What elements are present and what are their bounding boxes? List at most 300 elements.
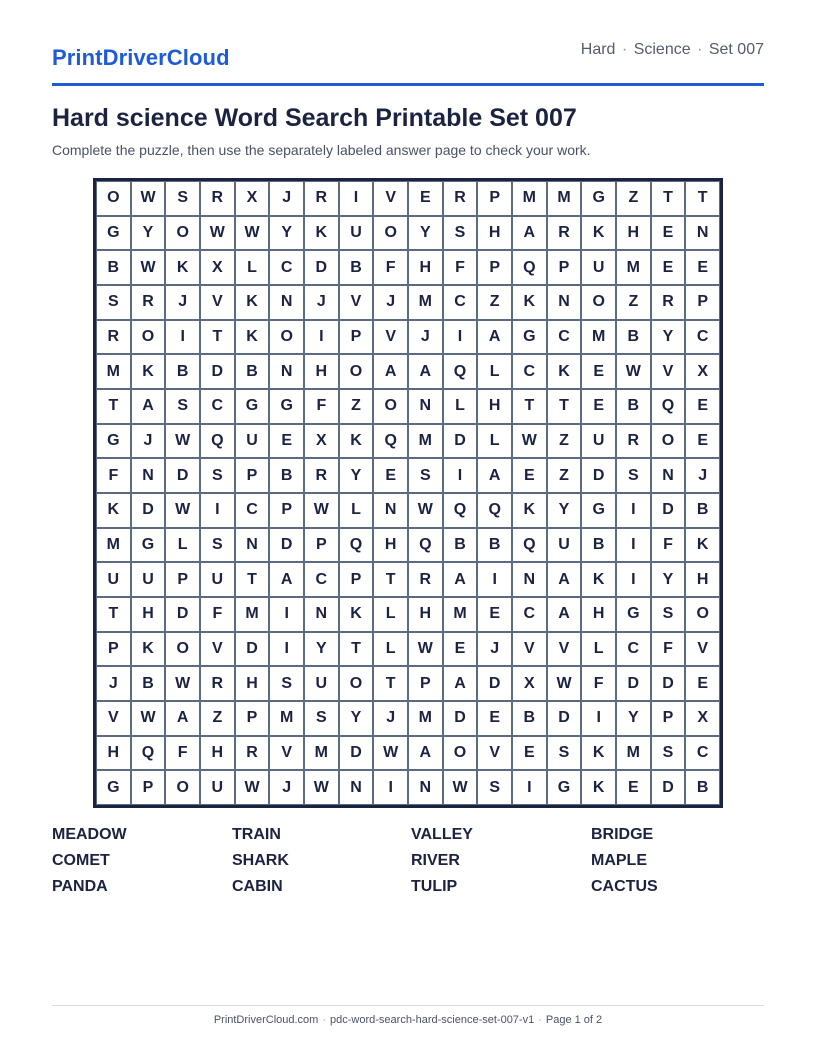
grid-cell: Q	[512, 528, 547, 563]
grid-cell: M	[408, 285, 443, 320]
grid-cell: N	[373, 493, 408, 528]
word-list-item: CABIN	[232, 878, 283, 895]
grid-cell: K	[339, 597, 374, 632]
grid-cell: P	[339, 320, 374, 355]
grid-cell: I	[304, 320, 339, 355]
grid-cell: F	[304, 389, 339, 424]
footer-divider	[52, 1005, 764, 1006]
grid-cell: C	[269, 250, 304, 285]
grid-cell: N	[131, 458, 166, 493]
grid-cell: R	[200, 181, 235, 216]
page-title: Hard science Word Search Printable Set 007	[52, 104, 577, 132]
grid-cell: F	[581, 666, 616, 701]
word-list-item: COMET	[52, 852, 110, 869]
grid-cell: V	[269, 736, 304, 771]
grid-cell: K	[512, 285, 547, 320]
grid-cell: W	[547, 666, 582, 701]
grid-cell: X	[235, 181, 270, 216]
grid-cell: K	[165, 250, 200, 285]
grid-cell: D	[443, 424, 478, 459]
grid-cell: H	[373, 528, 408, 563]
grid-cell: D	[477, 666, 512, 701]
grid-cell: Q	[512, 250, 547, 285]
grid-cell: R	[547, 216, 582, 251]
grid-cell: D	[269, 528, 304, 563]
grid-cell: Y	[547, 493, 582, 528]
grid-cell: S	[616, 458, 651, 493]
word-list-item: VALLEY	[411, 826, 473, 843]
grid-cell: R	[96, 320, 131, 355]
grid-cell: K	[685, 528, 720, 563]
grid-cell: P	[304, 528, 339, 563]
grid-cell: I	[373, 770, 408, 805]
grid-cell: R	[408, 562, 443, 597]
grid-cell: Q	[339, 528, 374, 563]
grid-cell: H	[304, 354, 339, 389]
grid-cell: Z	[547, 458, 582, 493]
page-footer	[0, 1014, 816, 1026]
grid-cell: N	[304, 597, 339, 632]
grid-cell: D	[581, 458, 616, 493]
grid-cell: F	[96, 458, 131, 493]
grid-cell: B	[96, 250, 131, 285]
grid-cell: Z	[547, 424, 582, 459]
grid-cell: R	[616, 424, 651, 459]
grid-cell: X	[685, 354, 720, 389]
grid-cell: E	[685, 666, 720, 701]
grid-cell: T	[685, 181, 720, 216]
footer-doc-id: pdc-word-search-hard-science-set-007-v1	[330, 1014, 535, 1026]
grid-cell: O	[96, 181, 131, 216]
grid-cell: P	[408, 666, 443, 701]
grid-cell: E	[581, 354, 616, 389]
grid-cell: E	[373, 458, 408, 493]
grid-cell: F	[651, 632, 686, 667]
grid-cell: X	[512, 666, 547, 701]
grid-cell: P	[235, 701, 270, 736]
grid-cell: L	[581, 632, 616, 667]
grid-cell: K	[339, 424, 374, 459]
grid-cell: W	[165, 493, 200, 528]
grid-cell: T	[651, 181, 686, 216]
grid-cell: Y	[651, 562, 686, 597]
grid-cell: G	[96, 216, 131, 251]
grid-cell: P	[477, 181, 512, 216]
grid-cell: A	[131, 389, 166, 424]
grid-cell: U	[339, 216, 374, 251]
grid-cell: Y	[304, 632, 339, 667]
grid-cell: I	[269, 632, 304, 667]
grid-cell: P	[477, 250, 512, 285]
grid-cell: D	[651, 770, 686, 805]
grid-cell: N	[339, 770, 374, 805]
grid-cell: L	[373, 632, 408, 667]
grid-cell: R	[304, 458, 339, 493]
grid-cell: X	[685, 701, 720, 736]
grid-cell: U	[581, 424, 616, 459]
breadcrumb-separator: ·	[697, 41, 703, 58]
grid-cell: G	[616, 597, 651, 632]
grid-cell: A	[408, 354, 443, 389]
grid-cell: S	[651, 736, 686, 771]
grid-cell: R	[235, 736, 270, 771]
grid-cell: J	[373, 701, 408, 736]
page-subtitle: Complete the puzzle, then use the separately labeled answer page to check your work.	[52, 142, 591, 158]
grid-cell: L	[443, 389, 478, 424]
breadcrumb-item-topic[interactable]: Science	[633, 41, 691, 58]
grid-cell: W	[373, 736, 408, 771]
grid-cell: G	[96, 424, 131, 459]
grid-cell: T	[96, 389, 131, 424]
grid-cell: C	[304, 562, 339, 597]
grid-cell: C	[443, 285, 478, 320]
grid-cell: J	[477, 632, 512, 667]
grid-cell: O	[373, 389, 408, 424]
grid-cell: D	[547, 701, 582, 736]
grid-cell: W	[304, 493, 339, 528]
grid-cell: V	[373, 181, 408, 216]
grid-cell: V	[373, 320, 408, 355]
grid-cell: Q	[131, 736, 166, 771]
grid-cell: K	[131, 632, 166, 667]
grid-cell: J	[96, 666, 131, 701]
grid-cell: M	[443, 597, 478, 632]
grid-cell: M	[408, 701, 443, 736]
grid-cell: R	[651, 285, 686, 320]
grid-cell: N	[651, 458, 686, 493]
grid-cell: A	[408, 736, 443, 771]
grid-cell: C	[547, 320, 582, 355]
grid-cell: G	[581, 493, 616, 528]
grid-cell: H	[581, 597, 616, 632]
grid-cell: Q	[443, 354, 478, 389]
grid-cell: V	[339, 285, 374, 320]
footer-separator: ·	[538, 1014, 542, 1026]
grid-cell: K	[547, 354, 582, 389]
grid-cell: V	[685, 632, 720, 667]
grid-cell: D	[443, 701, 478, 736]
grid-cell: Z	[616, 181, 651, 216]
grid-cell: K	[304, 216, 339, 251]
grid-cell: E	[408, 181, 443, 216]
grid-cell: O	[269, 320, 304, 355]
grid-cell: U	[235, 424, 270, 459]
grid-cell: J	[269, 770, 304, 805]
grid-cell: V	[200, 285, 235, 320]
grid-cell: U	[200, 562, 235, 597]
grid-cell: O	[651, 424, 686, 459]
grid-cell: B	[512, 701, 547, 736]
grid-cell: L	[477, 354, 512, 389]
grid-cell: O	[339, 354, 374, 389]
footer-site: PrintDriverCloud.com	[213, 1014, 319, 1026]
grid-cell: F	[373, 250, 408, 285]
grid-cell: W	[165, 666, 200, 701]
grid-cell: W	[512, 424, 547, 459]
grid-cell: M	[269, 701, 304, 736]
grid-cell: B	[339, 250, 374, 285]
grid-cell: D	[131, 493, 166, 528]
grid-cell: P	[165, 562, 200, 597]
grid-cell: P	[685, 285, 720, 320]
grid-cell: U	[131, 562, 166, 597]
grid-cell: A	[477, 320, 512, 355]
grid-cell: V	[477, 736, 512, 771]
grid-cell: C	[685, 320, 720, 355]
grid-cell: P	[131, 770, 166, 805]
grid-cell: K	[131, 354, 166, 389]
grid-cell: B	[685, 770, 720, 805]
grid-cell: A	[165, 701, 200, 736]
grid-cell: O	[165, 770, 200, 805]
grid-cell: M	[512, 181, 547, 216]
grid-cell: B	[235, 354, 270, 389]
grid-cell: G	[235, 389, 270, 424]
grid-cell: L	[165, 528, 200, 563]
grid-cell: H	[408, 250, 443, 285]
grid-cell: T	[339, 632, 374, 667]
grid-cell: N	[547, 285, 582, 320]
grid-cell: K	[581, 770, 616, 805]
grid-cell: J	[269, 181, 304, 216]
grid-cell: S	[200, 458, 235, 493]
grid-cell: G	[131, 528, 166, 563]
grid-cell: I	[616, 528, 651, 563]
grid-cell: P	[96, 632, 131, 667]
grid-cell: M	[616, 250, 651, 285]
grid-cell: I	[443, 320, 478, 355]
grid-cell: H	[616, 216, 651, 251]
word-search-grid	[93, 178, 723, 808]
grid-cell: W	[131, 250, 166, 285]
grid-cell: K	[581, 736, 616, 771]
word-list-item: TULIP	[411, 878, 458, 895]
word-list-item: PANDA	[52, 878, 108, 895]
grid-cell: B	[616, 320, 651, 355]
grid-cell: J	[373, 285, 408, 320]
grid-cell: J	[685, 458, 720, 493]
grid-cell: H	[235, 666, 270, 701]
grid-cell: O	[685, 597, 720, 632]
grid-cell: T	[235, 562, 270, 597]
grid-cell: G	[96, 770, 131, 805]
grid-cell: E	[616, 770, 651, 805]
grid-cell: U	[581, 250, 616, 285]
grid-cell: A	[512, 216, 547, 251]
grid-cell: W	[408, 632, 443, 667]
grid-cell: S	[477, 770, 512, 805]
grid-cell: O	[131, 320, 166, 355]
grid-cell: Z	[339, 389, 374, 424]
grid-cell: K	[581, 216, 616, 251]
grid-cell: V	[96, 701, 131, 736]
grid-cell: P	[651, 701, 686, 736]
grid-cell: E	[685, 250, 720, 285]
grid-cell: I	[512, 770, 547, 805]
grid-cell: S	[547, 736, 582, 771]
grid-cell: Y	[131, 216, 166, 251]
grid-cell: Q	[373, 424, 408, 459]
grid-cell: D	[165, 597, 200, 632]
brand-logo[interactable]: PrintDriverCloud	[52, 45, 230, 70]
grid-cell: V	[547, 632, 582, 667]
grid-cell: Q	[443, 493, 478, 528]
grid-cell: I	[616, 493, 651, 528]
grid-cell: R	[304, 181, 339, 216]
grid-cell: U	[547, 528, 582, 563]
grid-cell: P	[547, 250, 582, 285]
grid-cell: V	[200, 632, 235, 667]
grid-cell: H	[477, 216, 512, 251]
grid-cell: M	[96, 354, 131, 389]
grid-cell: P	[235, 458, 270, 493]
grid-cell: S	[200, 528, 235, 563]
word-list-item: TRAIN	[232, 826, 281, 843]
grid-cell: O	[373, 216, 408, 251]
grid-cell: I	[443, 458, 478, 493]
word-list-item: BRIDGE	[591, 826, 654, 843]
grid-cell: N	[512, 562, 547, 597]
grid-cell: L	[477, 424, 512, 459]
grid-cell: W	[131, 701, 166, 736]
grid-cell: N	[408, 770, 443, 805]
grid-cell: A	[269, 562, 304, 597]
grid-cell: P	[339, 562, 374, 597]
grid-cell: B	[616, 389, 651, 424]
grid-cell: J	[408, 320, 443, 355]
grid-cell: U	[304, 666, 339, 701]
grid-cell: D	[339, 736, 374, 771]
grid-cell: C	[200, 389, 235, 424]
grid-cell: C	[235, 493, 270, 528]
grid-cell: Z	[477, 285, 512, 320]
grid-cell: K	[581, 562, 616, 597]
grid-cell: K	[235, 285, 270, 320]
grid-cell: O	[165, 216, 200, 251]
grid-cell: E	[581, 389, 616, 424]
grid-cell: S	[165, 181, 200, 216]
grid-cell: D	[165, 458, 200, 493]
breadcrumb-separator: ·	[621, 41, 628, 58]
grid-cell: A	[443, 666, 478, 701]
grid-cell: N	[235, 528, 270, 563]
grid-cell: N	[269, 285, 304, 320]
grid-cell: M	[235, 597, 270, 632]
grid-cell: M	[408, 424, 443, 459]
grid-cell: S	[96, 285, 131, 320]
grid-cell: Q	[200, 424, 235, 459]
grid-cell: Y	[408, 216, 443, 251]
grid-cell: Z	[200, 701, 235, 736]
breadcrumb	[581, 41, 764, 59]
grid-cell: O	[581, 285, 616, 320]
grid-cell: W	[200, 216, 235, 251]
grid-cell: R	[200, 666, 235, 701]
grid-cell: I	[339, 181, 374, 216]
grid-cell: E	[443, 632, 478, 667]
grid-cell: E	[512, 458, 547, 493]
grid-cell: I	[200, 493, 235, 528]
grid-cell: H	[96, 736, 131, 771]
grid-cell: B	[269, 458, 304, 493]
grid-cell: A	[547, 597, 582, 632]
grid-cell: W	[131, 181, 166, 216]
page-header	[52, 40, 764, 86]
grid-cell: Q	[408, 528, 443, 563]
grid-cell: C	[616, 632, 651, 667]
grid-cell: R	[443, 181, 478, 216]
grid-cell: Y	[616, 701, 651, 736]
grid-cell: A	[547, 562, 582, 597]
grid-cell: V	[512, 632, 547, 667]
grid-cell: N	[269, 354, 304, 389]
grid-cell: E	[512, 736, 547, 771]
grid-cell: W	[616, 354, 651, 389]
grid-cell: Q	[651, 389, 686, 424]
grid-cell: Z	[616, 285, 651, 320]
grid-cell: H	[477, 389, 512, 424]
grid-cell: L	[235, 250, 270, 285]
grid-cell: R	[131, 285, 166, 320]
grid-cell: G	[547, 770, 582, 805]
grid-cell: N	[408, 389, 443, 424]
grid-cell: S	[165, 389, 200, 424]
grid-cell: Y	[339, 458, 374, 493]
grid-cell: O	[339, 666, 374, 701]
grid-cell: F	[651, 528, 686, 563]
grid-cell: C	[685, 736, 720, 771]
grid-cell: W	[443, 770, 478, 805]
grid-cell: L	[339, 493, 374, 528]
grid-cell: K	[512, 493, 547, 528]
grid-cell: A	[373, 354, 408, 389]
word-list-item: CACTUS	[591, 878, 658, 895]
grid-cell: B	[477, 528, 512, 563]
grid-cell: G	[581, 181, 616, 216]
grid-cell: H	[131, 597, 166, 632]
grid-cell: F	[200, 597, 235, 632]
grid-cell: B	[165, 354, 200, 389]
grid-cell: N	[685, 216, 720, 251]
grid-cell: I	[165, 320, 200, 355]
grid-cell: I	[269, 597, 304, 632]
grid-cell: E	[269, 424, 304, 459]
grid-cell: E	[685, 424, 720, 459]
grid-cell: Y	[269, 216, 304, 251]
grid-cell: J	[131, 424, 166, 459]
grid-cell: E	[477, 597, 512, 632]
grid-cell: K	[96, 493, 131, 528]
grid-cell: U	[200, 770, 235, 805]
word-list-item: SHARK	[232, 852, 289, 869]
grid-cell: A	[477, 458, 512, 493]
grid-cell: M	[581, 320, 616, 355]
grid-cell: W	[408, 493, 443, 528]
grid-cell: T	[547, 389, 582, 424]
grid-cell: Y	[339, 701, 374, 736]
breadcrumb-item-category[interactable]: Hard	[580, 41, 616, 58]
grid-cell: E	[651, 250, 686, 285]
grid-cell: M	[547, 181, 582, 216]
grid-cell: O	[165, 632, 200, 667]
grid-cell: D	[235, 632, 270, 667]
grid-cell: E	[651, 216, 686, 251]
grid-cell: T	[373, 562, 408, 597]
grid-cell: S	[651, 597, 686, 632]
grid-cell: L	[373, 597, 408, 632]
grid-cell: I	[477, 562, 512, 597]
grid-cell: D	[651, 493, 686, 528]
